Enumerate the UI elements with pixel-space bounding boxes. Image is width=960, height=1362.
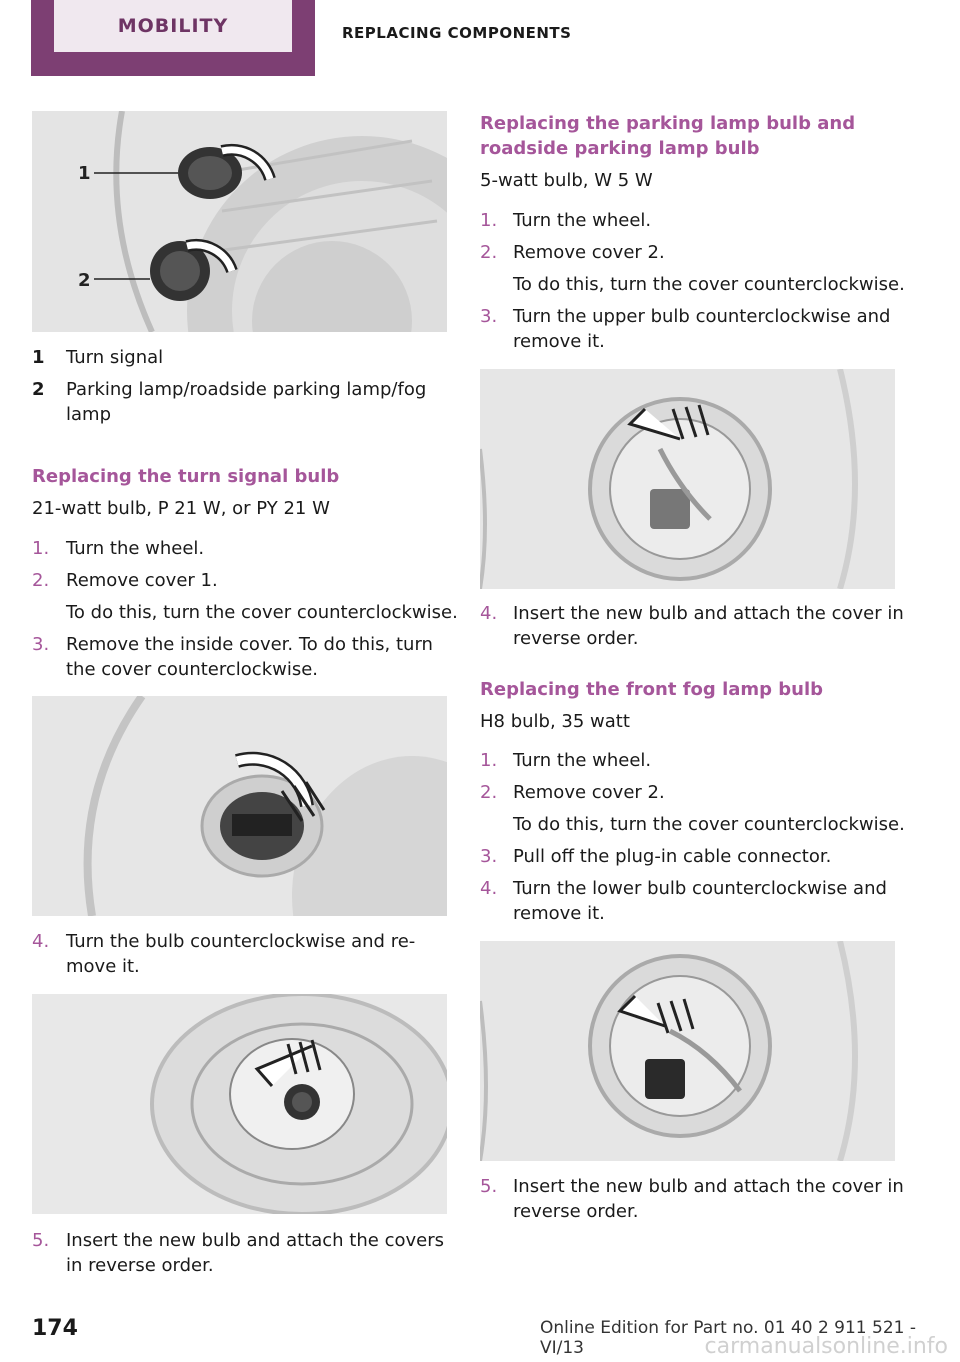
step-text: Remove cover 2. — [513, 782, 665, 803]
step-number: 3. — [480, 306, 498, 327]
turn-signal-spec: 21-watt bulb, P 21 W, or PY 21 W — [32, 498, 330, 519]
step-text: Insert the new bulb and attach the cover in — [513, 603, 904, 624]
step-text-cont: reverse order. — [513, 1201, 639, 1222]
step-number: 4. — [32, 931, 50, 952]
edition-note: Online Edition for Part no. 01 40 2 911 521 - VI/13 — [540, 1318, 917, 1358]
step-number: 2. — [32, 570, 50, 591]
fog-lamp-heading: Replacing the front fog lamp bulb — [480, 679, 824, 700]
fog-bulb-illustration — [480, 941, 895, 1161]
fog-lamp-spec: H8 bulb, 35 watt — [480, 711, 630, 732]
step-text-cont: remove it. — [513, 331, 605, 352]
step-number: 1. — [32, 538, 50, 559]
step-number: 3. — [480, 846, 498, 867]
step-text: Turn the wheel. — [513, 750, 652, 771]
step-number: 1. — [480, 210, 498, 231]
step-text: Turn the lower bulb counterclockwise and — [513, 878, 887, 899]
step-text: Turn the wheel. — [513, 210, 652, 231]
step-number: 4. — [480, 603, 498, 624]
legend-text-2-cont: lamp — [66, 404, 111, 425]
parking-lamp-heading-cont: roadside parking lamp bulb — [480, 138, 760, 159]
step-number: 5. — [32, 1230, 50, 1251]
step-number: 5. — [480, 1176, 498, 1197]
turn-signal-heading: Replacing the turn signal bulb — [32, 466, 340, 487]
section-title: REPLACING COMPONENTS — [342, 24, 572, 42]
legend-text-2: Parking lamp/roadside parking lamp/fog — [66, 379, 427, 400]
figure-parking-bulb — [480, 369, 895, 589]
wheel-arch-illustration — [32, 111, 447, 332]
step-text-cont: move it. — [66, 956, 140, 977]
step-text: Turn the upper bulb counterclockwise and — [513, 306, 891, 327]
step-subtext: To do this, turn the cover counterclockwise. — [66, 602, 458, 623]
legend-number-1: 1 — [32, 347, 45, 368]
turn-bulb-illustration — [32, 994, 447, 1214]
step-text: Remove cover 2. — [513, 242, 665, 263]
legend-text-1: Turn signal — [66, 347, 164, 368]
figure-inside-cover — [32, 696, 447, 916]
parking-bulb-illustration — [480, 369, 895, 589]
inside-cover-illustration — [32, 696, 447, 916]
step-text: Remove the inside cover. To do this, turn — [66, 634, 433, 655]
step-text-cont: reverse order. — [513, 628, 639, 649]
step-text: Remove cover 1. — [66, 570, 218, 591]
step-text: Insert the new bulb and attach the cover in — [513, 1176, 904, 1197]
step-text-cont: remove it. — [513, 903, 605, 924]
step-text: Turn the wheel. — [66, 538, 205, 559]
step-number: 3. — [32, 634, 50, 655]
chapter-tab-label: MOBILITY — [54, 0, 292, 52]
step-text: Turn the bulb counterclockwise and re‐ — [66, 931, 416, 952]
step-subtext: To do this, turn the cover counterclockwise. — [513, 814, 905, 835]
step-text: Pull off the plug-in cable connector. — [513, 846, 832, 867]
figure-turn-bulb — [32, 994, 447, 1214]
watermark: carmanualsonline.info — [704, 1334, 948, 1359]
figure-wheel-arch-covers — [32, 111, 447, 332]
parking-lamp-spec: 5-watt bulb, W 5 W — [480, 170, 653, 191]
step-number: 2. — [480, 782, 498, 803]
step-number: 2. — [480, 242, 498, 263]
legend-number-2: 2 — [32, 379, 45, 400]
step-number: 4. — [480, 878, 498, 899]
page-number: 174 — [32, 1316, 78, 1341]
parking-lamp-heading: Replacing the parking lamp bulb and — [480, 113, 856, 134]
step-number: 1. — [480, 750, 498, 771]
figure-label-1: 1 — [78, 163, 91, 184]
step-text: Insert the new bulb and attach the covers — [66, 1230, 444, 1251]
figure-fog-bulb — [480, 941, 895, 1161]
figure-label-2: 2 — [78, 270, 91, 291]
step-text-cont: the cover counterclockwise. — [66, 659, 319, 680]
step-subtext: To do this, turn the cover counterclockwise. — [513, 274, 905, 295]
step-text-cont: in reverse order. — [66, 1255, 214, 1276]
